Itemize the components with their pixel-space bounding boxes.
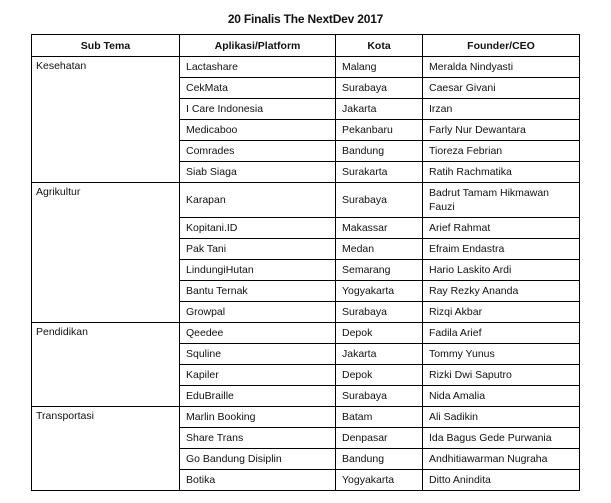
city-cell: Surabaya [336,78,423,99]
app-cell: Kapiler [180,365,336,386]
table-row [32,57,580,78]
founder-cell: Meralda Nindyasti [423,57,580,78]
founder-cell: Badrut Tamam Hikmawan Fauzi [423,183,580,218]
founder-cell: Caesar Givani [423,78,580,99]
finalists-table [31,34,580,491]
city-cell: Bandung [336,449,423,470]
app-cell: Pak Tani [180,239,336,260]
city-cell: Pekanbaru [336,120,423,141]
founder-cell: Arief Rahmat [423,218,580,239]
founder-cell: Fadila Arief [423,323,580,344]
app-cell: Go Bandung Disiplin [180,449,336,470]
app-cell: Qeedee [180,323,336,344]
app-cell: Karapan [180,183,336,218]
app-cell: Comrades [180,141,336,162]
city-cell: Malang [336,57,423,78]
city-cell: Yogyakarta [336,281,423,302]
city-cell: Medan [336,239,423,260]
app-cell: Medicaboo [180,120,336,141]
city-cell: Yogyakarta [336,470,423,491]
city-cell: Semarang [336,260,423,281]
header-aplikasi-platform: Aplikasi/Platform [180,35,336,57]
app-cell: Lactashare [180,57,336,78]
founder-cell: Ali Sadikin [423,407,580,428]
table-row [32,407,580,428]
founder-cell: Tioreza Febrian [423,141,580,162]
sub-tema-cell: Transportasi [32,407,180,491]
founder-cell: Ratih Rachmatika [423,162,580,183]
city-cell: Surabaya [336,386,423,407]
header-kota: Kota [336,35,423,57]
founder-cell: Rizki Dwi Saputro [423,365,580,386]
founder-cell: Rizqi Akbar [423,302,580,323]
app-cell: Marlin Booking [180,407,336,428]
sub-tema-cell: Agrikultur [32,183,180,323]
app-cell: Siab Siaga [180,162,336,183]
founder-cell: Ditto Anindita [423,470,580,491]
table-row [32,323,580,344]
app-cell: Kopitani.ID [180,218,336,239]
app-cell: Squline [180,344,336,365]
app-cell: CekMata [180,78,336,99]
founder-cell: Irzan [423,99,580,120]
header-founder-ceo: Founder/CEO [423,35,580,57]
city-cell: Makassar [336,218,423,239]
table-row [32,183,580,218]
app-cell: EduBraille [180,386,336,407]
founder-cell: Andhitiawarman Nugraha [423,449,580,470]
city-cell: Surabaya [336,183,423,218]
city-cell: Denpasar [336,428,423,449]
founder-cell: Tommy Yunus [423,344,580,365]
founder-cell: Ray Rezky Ananda [423,281,580,302]
app-cell: Botika [180,470,336,491]
city-cell: Batam [336,407,423,428]
city-cell: Surakarta [336,162,423,183]
app-cell: Bantu Ternak [180,281,336,302]
header-sub-tema: Sub Tema [32,35,180,57]
table-title: 20 Finalis The NextDev 2017 [227,12,384,26]
app-cell: Share Trans [180,428,336,449]
founder-cell: Farly Nur Dewantara [423,120,580,141]
city-cell: Jakarta [336,99,423,120]
app-cell: I Care Indonesia [180,99,336,120]
header-row [32,35,580,57]
founder-cell: Efraim Endastra [423,239,580,260]
city-cell: Depok [336,323,423,344]
founder-cell: Ida Bagus Gede Purwania [423,428,580,449]
app-cell: Growpal [180,302,336,323]
city-cell: Surabaya [336,302,423,323]
city-cell: Bandung [336,141,423,162]
sub-tema-cell: Kesehatan [32,57,180,183]
city-cell: Jakarta [336,344,423,365]
sub-tema-cell: Pendidikan [32,323,180,407]
city-cell: Depok [336,365,423,386]
app-cell: LindungiHutan [180,260,336,281]
founder-cell: Hario Laskito Ardi [423,260,580,281]
founder-cell: Nida Amalia [423,386,580,407]
